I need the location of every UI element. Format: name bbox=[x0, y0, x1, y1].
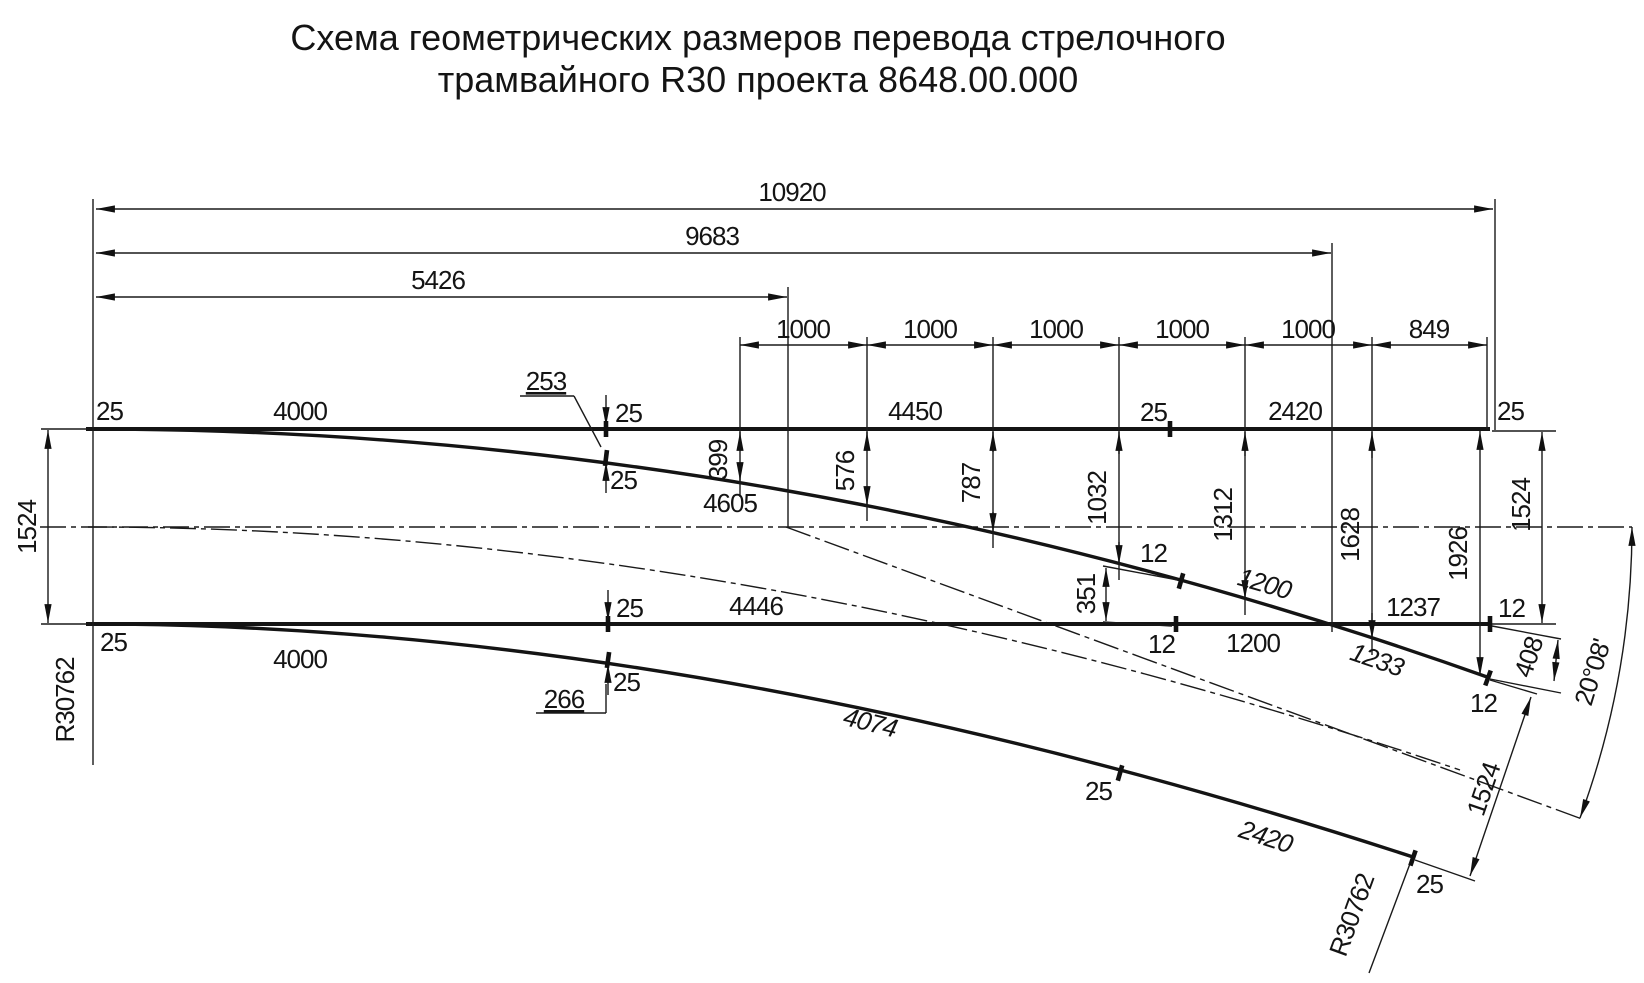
dim-gauge-curved: 1524 bbox=[1460, 758, 1507, 820]
gap-12-curve: 12 bbox=[1140, 538, 1167, 568]
dim-ordinate-1926: 1926 bbox=[1443, 527, 1473, 581]
label-radius-right: R30762 bbox=[1322, 869, 1381, 961]
dim-top-right: 2420 bbox=[1268, 396, 1322, 426]
dim-curve-bottom: 4074 bbox=[840, 701, 900, 744]
dim-ordinate-576: 576 bbox=[830, 450, 860, 492]
dim-frog-curve-right: 1233 bbox=[1346, 636, 1408, 683]
drawing-title-line2: трамвайного R30 проекта 8648.00.000 bbox=[437, 59, 1079, 100]
dim-chain-1: 1000 bbox=[903, 314, 957, 344]
dim-curve-bottom-right: 2420 bbox=[1235, 813, 1297, 860]
dim-ordinate-1628: 1628 bbox=[1335, 508, 1365, 562]
gap-25-curve-mid: 25 bbox=[1085, 776, 1112, 806]
label-radius-left: R30762 bbox=[50, 657, 80, 743]
dim-ordinate-399: 399 bbox=[703, 439, 733, 481]
dim-joint-offset-bottom: 266 bbox=[543, 684, 585, 714]
dim-gauge-left: 1524 bbox=[12, 500, 42, 554]
gap-25-top-left: 25 bbox=[96, 396, 123, 426]
gap-12-rail: 12 bbox=[1148, 629, 1175, 659]
dim-gauge-right: 1524 bbox=[1506, 478, 1536, 532]
dim-to-switch-center: 5426 bbox=[411, 265, 465, 295]
dim-straight-bottom: 4000 bbox=[273, 644, 327, 674]
dim-bottom-mid: 4446 bbox=[729, 591, 783, 621]
dim-chain-5: 849 bbox=[1408, 314, 1450, 344]
gap-25-bottom-left: 25 bbox=[100, 627, 127, 657]
dim-crossing-angle: 20°08' bbox=[1568, 635, 1617, 709]
dim-chain-4: 1000 bbox=[1281, 314, 1335, 344]
gap-25-joint-bottom-upper: 25 bbox=[616, 593, 643, 623]
gap-12-curve-end: 12 bbox=[1470, 688, 1497, 718]
labels bbox=[12, 17, 1617, 960]
dim-frog-len-straight: 1200 bbox=[1226, 628, 1280, 658]
gap-25-top-right: 25 bbox=[1497, 396, 1524, 426]
dim-chain-0: 1000 bbox=[776, 314, 830, 344]
gap-25-joint-top-lower: 25 bbox=[610, 465, 637, 495]
dim-end-offset: 408 bbox=[1507, 633, 1550, 682]
dim-frog-right: 1237 bbox=[1386, 592, 1440, 622]
dim-chain-2: 1000 bbox=[1029, 314, 1083, 344]
gap-25-joint-bottom-lower: 25 bbox=[613, 667, 640, 697]
dim-ordinate-787: 787 bbox=[956, 462, 986, 504]
drawing-title-line1: Схема геометрических размеров перевода стрелочного bbox=[290, 17, 1226, 58]
gap-25-curve-end: 25 bbox=[1416, 869, 1443, 899]
dim-to-frog: 9683 bbox=[685, 221, 739, 251]
gap-25-joint-top-upper: 25 bbox=[615, 398, 642, 428]
dim-joint-offset-top: 253 bbox=[525, 366, 567, 396]
dim-top-mid: 4450 bbox=[888, 396, 942, 426]
dim-ordinate-1032: 1032 bbox=[1082, 471, 1112, 525]
dim-frog-len-curve: 1200 bbox=[1234, 561, 1295, 606]
dim-chain-3: 1000 bbox=[1155, 314, 1209, 344]
dim-straight-top: 4000 bbox=[273, 396, 327, 426]
dim-frog-offset: 351 bbox=[1071, 573, 1101, 615]
dim-curve-entry: 4605 bbox=[703, 488, 757, 518]
gap-25-top-mid: 25 bbox=[1140, 397, 1167, 427]
dim-overall-length: 10920 bbox=[758, 177, 826, 207]
dim-ordinate-1312: 1312 bbox=[1208, 488, 1238, 542]
gap-12-rail-end: 12 bbox=[1498, 593, 1525, 623]
dimension-lines bbox=[48, 209, 1632, 876]
